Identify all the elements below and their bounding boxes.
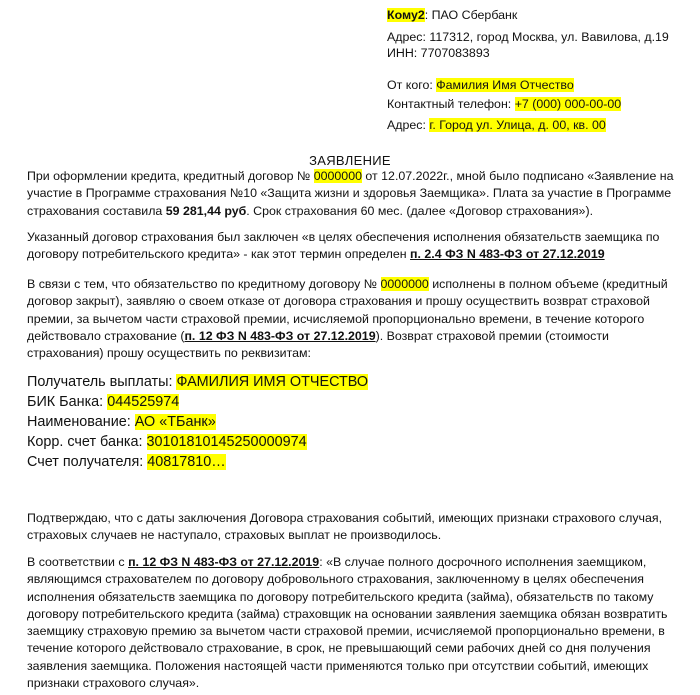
requisite-value: 30101810145250000974 bbox=[146, 434, 307, 450]
requisite-value: АО «ТБанк» bbox=[134, 414, 216, 430]
p3-text-c: ). Возврат страховой премии (стоимости страхования) прошу осуществить по реквизитам: bbox=[27, 328, 609, 361]
requisite-corr-account bbox=[27, 432, 307, 452]
recipient-inn: ИНН: 7707083893 bbox=[387, 46, 490, 60]
requisite-label: Наименование: bbox=[27, 414, 135, 430]
requisite-value: 044525974 bbox=[107, 394, 180, 410]
law-reference-p3: п. 12 ФЗ N 483-ФЗ от 27.12.2019 bbox=[184, 328, 376, 343]
requisite-value: ФАМИЛИЯ ИМЯ ОТЧЕСТВО bbox=[176, 374, 369, 390]
sender-line bbox=[387, 77, 574, 94]
p2-text-a: Указанный договор страхования был заключен «в целях обеспечения исполнения обязательств заемщика по договору потребительского кредита» - как этот термин определен bbox=[27, 230, 660, 262]
requisite-bank-name bbox=[27, 412, 216, 432]
paragraph-insurance-info bbox=[27, 168, 675, 220]
phone-label: Контактный телефон: bbox=[387, 97, 515, 111]
paragraph-law-quote bbox=[27, 554, 675, 692]
paragraph-confirmation: Подтверждаю, что с даты заключения Договора страхования событий, имеющих признаки страхового случая, страховых случаев не наступало, страховых выплат не производилось. bbox=[27, 511, 663, 543]
phone-value: +7 (000) 000-00-00 bbox=[514, 97, 622, 111]
sender-address-value: г. Город ул. Улица, д. 00, кв. 00 bbox=[429, 118, 606, 132]
requisite-label: Получатель выплаты: bbox=[27, 374, 177, 390]
p5-text-b: : «В случае полного досрочного исполнения заемщиком, являющимся страхователем по договору добровольного страхования, заключенному в целях обеспечения исполнения обязательств заемщика по договору потребительского кредита (займа), обязательств по такому договору потребительского кредита (займа) страховщик на основании заявления заемщика обязан возвратить заемщику страховую премию за вычетом части страховой премии, исчисляемой пропорционально времени, в течение которого действовало страхование, в срок, не превышающий семи рабочих дней со дня получения заявления заемщика. Положения настоящей части применяются только при отсутствии событий, имеющих признаки страхового случая». bbox=[27, 555, 668, 691]
premium-amount: 59 281,44 руб bbox=[165, 203, 247, 218]
sender-label: От кого: bbox=[387, 78, 437, 92]
sender-name: Фамилия Имя Отчество bbox=[436, 78, 574, 92]
requisite-label: БИК Банка: bbox=[27, 394, 108, 410]
law-reference-p5: п. 12 ФЗ N 483-ФЗ от 27.12.2019 bbox=[128, 555, 320, 569]
phone-line bbox=[387, 96, 621, 113]
requisite-recipient bbox=[27, 372, 368, 392]
requisite-label: Корр. счет банка: bbox=[27, 434, 147, 450]
p5-text-a: В соответствии с bbox=[27, 555, 129, 569]
p1-text-a: При оформлении кредита, кредитный договор № bbox=[27, 169, 314, 183]
paragraph-refusal bbox=[27, 276, 675, 362]
recipient-address: Адрес: 117312, город Москва, ул. Вавилова, д.19 bbox=[387, 30, 669, 44]
law-reference-p2: п. 2.4 ФЗ N 483-ФЗ от 27.12.2019 bbox=[410, 247, 605, 262]
recipient-label: Кому2 bbox=[387, 8, 425, 22]
p1-text-b: от 12.07.2022г., мной было подписано «Заявление на участие в Программе страхования №10 «Защита жизни и здоровья Заемщика». Плата за участие в Программе страхования составила bbox=[27, 169, 674, 218]
requisite-value: 40817810… bbox=[147, 454, 226, 470]
contract-number-2: 0000000 bbox=[380, 277, 429, 291]
recipient-line bbox=[387, 7, 517, 24]
document-title: ЗАЯВЛЕНИЕ bbox=[309, 153, 391, 168]
recipient-value: : ПАО Сбербанк bbox=[424, 8, 518, 22]
sender-address-line bbox=[387, 117, 606, 134]
p3-text-a: В связи с тем, что обязательство по кредитному договору № bbox=[27, 277, 381, 291]
sender-address-label: Адрес: bbox=[387, 118, 430, 132]
contract-number: 0000000 bbox=[313, 169, 362, 183]
paragraph-contract-purpose bbox=[27, 229, 675, 264]
p3-text-b: исполнены в полном объеме (кредитный договор закрыт), заявляю о своем отказе от договора страхования и прошу осуществить возврат страховой премии, за вычетом части страховой премии, исчисляемой пропорционально времени, в течение которого действовало страхование ( bbox=[27, 277, 668, 343]
p1-text-c: . Срок страхования 60 мес. (далее «Договор страхования»). bbox=[246, 203, 594, 218]
requisite-bik bbox=[27, 392, 179, 412]
requisite-label: Счет получателя: bbox=[27, 454, 148, 470]
requisite-account bbox=[27, 452, 226, 472]
